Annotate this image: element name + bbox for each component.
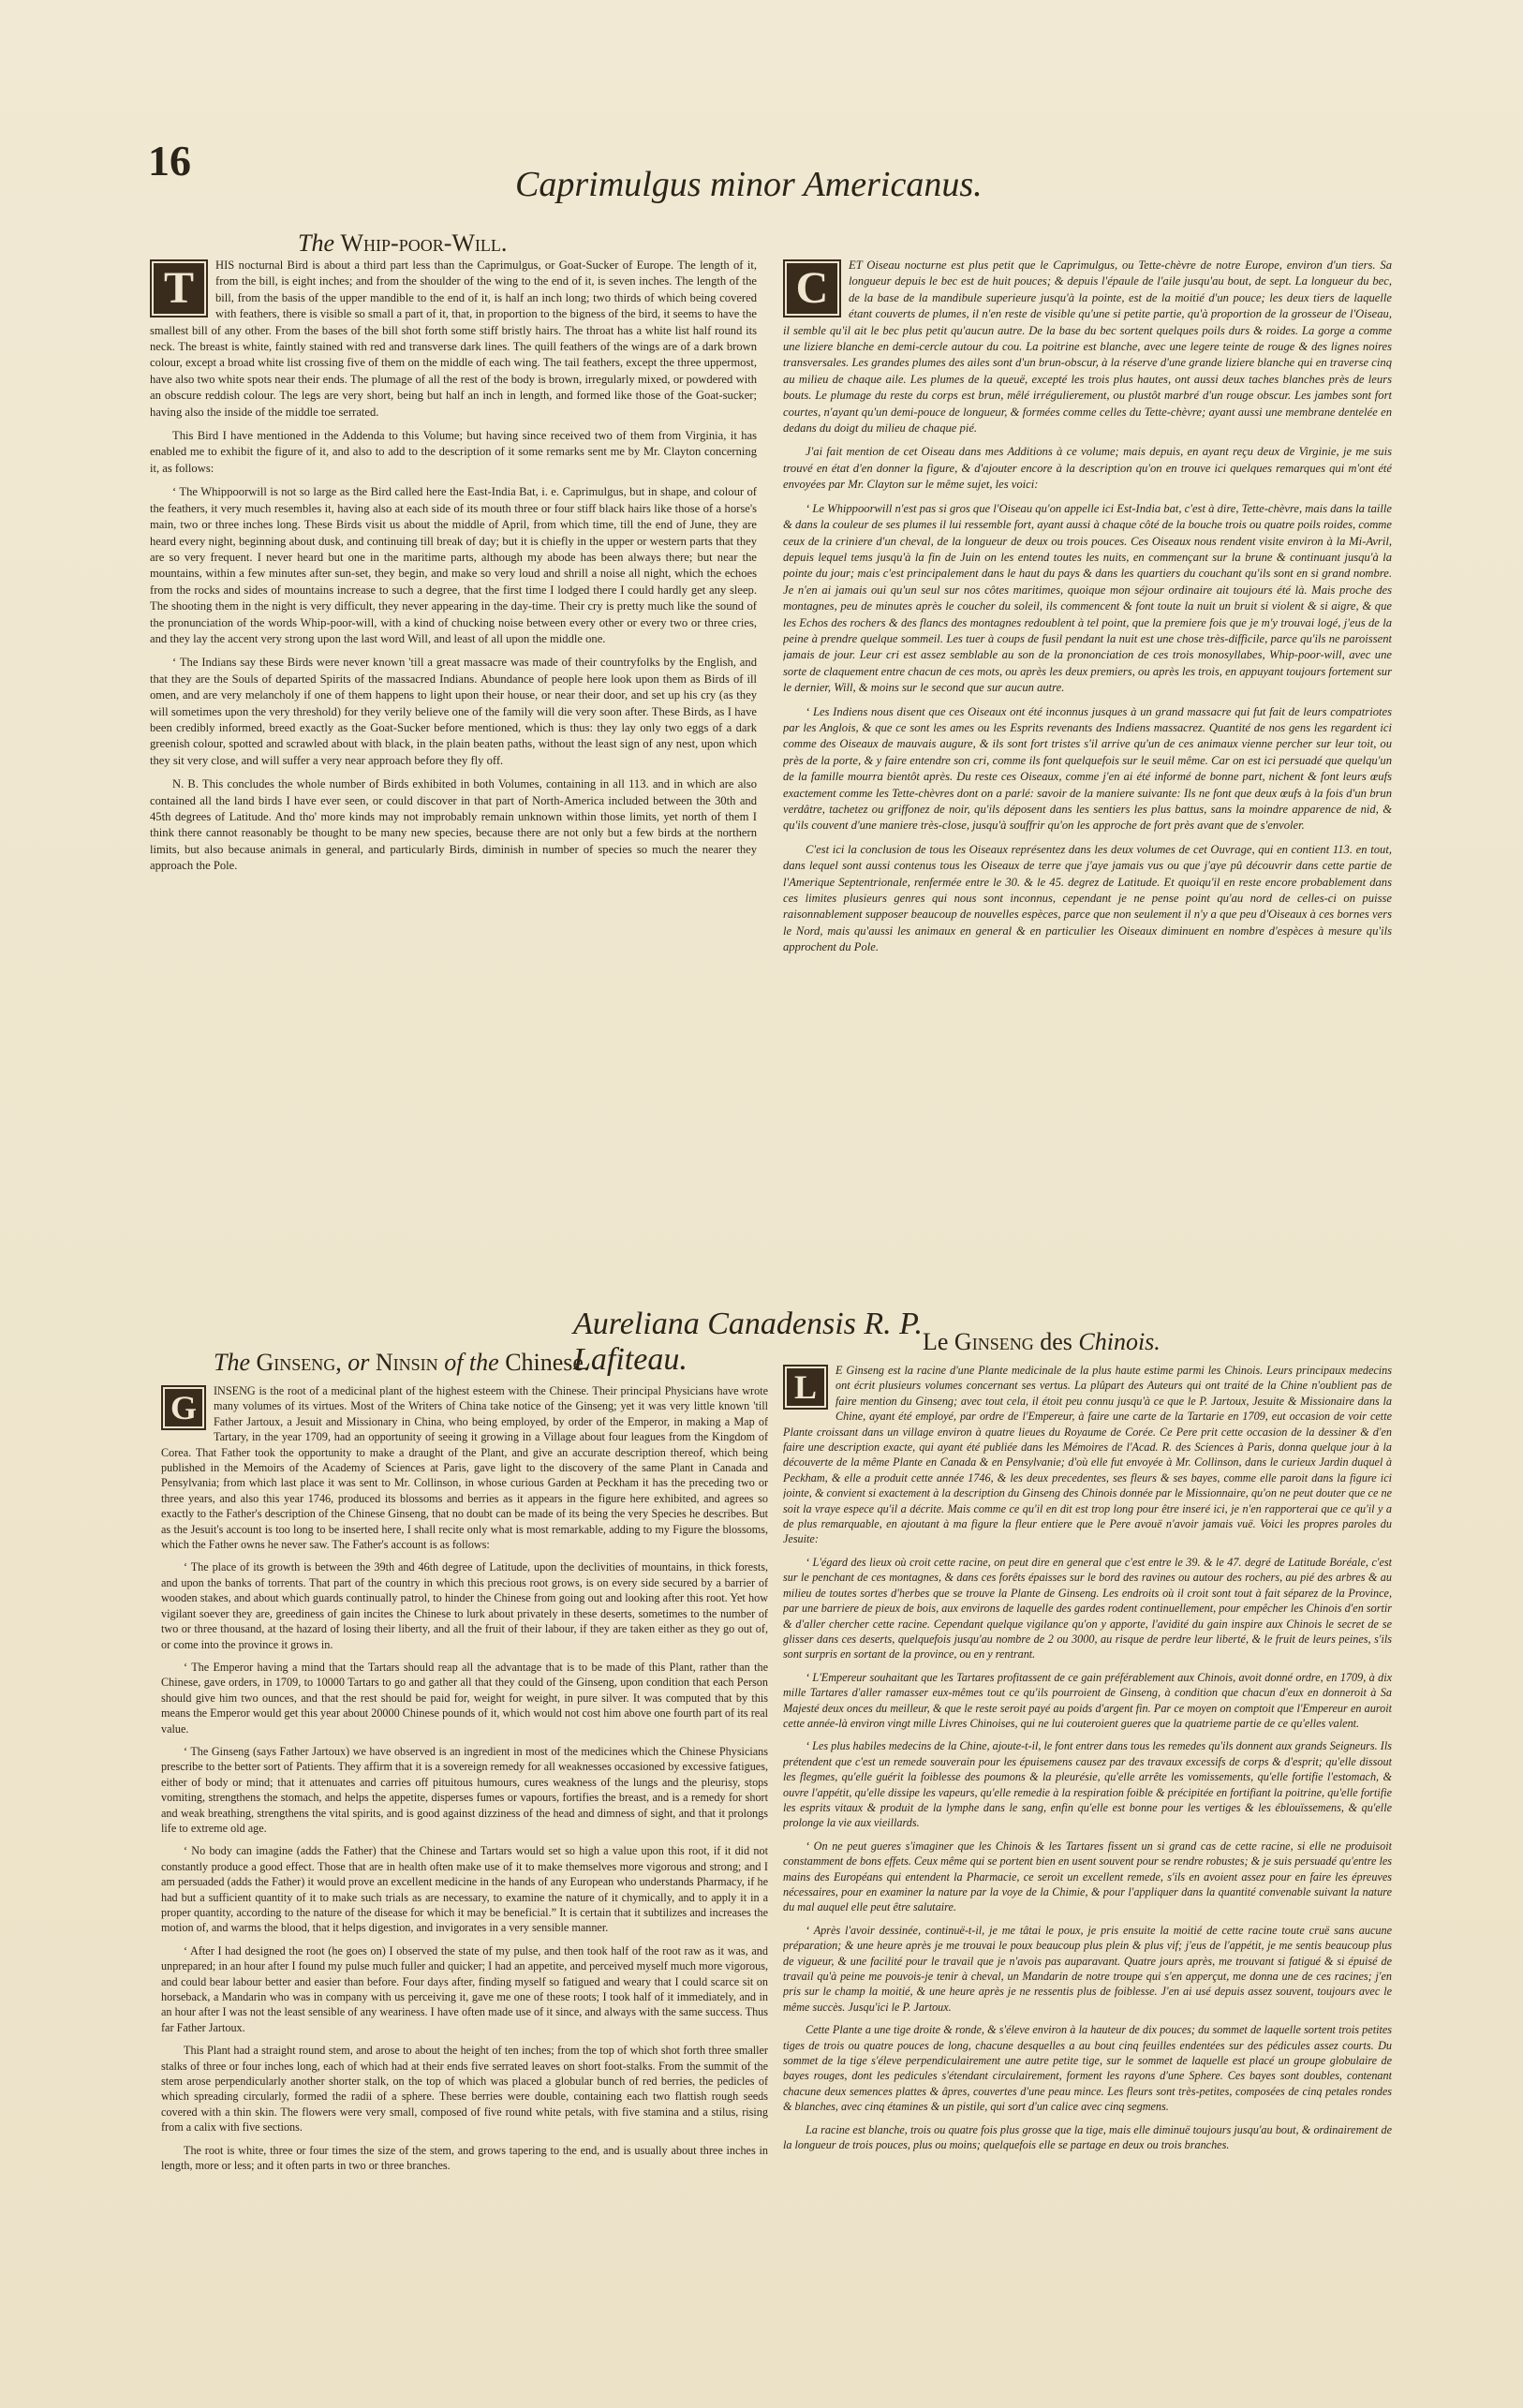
paragraph: J'ai fait mention de cet Oiseau dans mes Additions à ce volume; mais depuis, en ayant reçu deux de Virginie, je me suis trouvé en état d'en donner la figure, & d'ajouter encore à la description qu'on en trouve ici quelques remarques qui m'ont été envoyées par Mr. Clayton sur le même sujet, les voici:: [783, 445, 1392, 492]
paragraph-text: ET Oiseau nocturne est plus petit que le Caprimulgus, ou Tette-chèvre de notre Europe, environ d'un tiers. Sa longueur depuis le bec est de huit pouces; & depuis l'épaule de l'aile jusqu'au bout, de sept. La longueur du bec, de la base de la mandibule superieure jusqu'à la pointe, est de la moitié d'un pouce; les deux tiers de laquelle étant couverts de plumes, il n'en reste de visible qu'une si petite partie, qu'à proportion de la grosseur de l'Oiseau, il semble qu'il ait le bec plus petit qu'aucun autre. De la base du bec sortent quelques poils durs & roides. La gorge a comme une liziere blanche en demi-cercle autour du cou. La poitrine est blanche, avec une legere teinte de rouge & des lignes noires transversales. Les grandes plumes des ailes sont d'un brun-obscur, à la réserve d'une grande liziere blanche qui en traverse cinq au milieu de chaque aile. Les plumes de la queuë, excepté les trois plus hautes, ont aussi deux taches blanches près de leurs bouts. Le plumage du reste du corps est brun, mêlé irrégulierement, ou plustôt marbré d'un rouge obscur. Les jambes sont fort courtes, n'ayant qu'un demi-pouce de longueur, & formées comme celles du Tette-chèvre; ayant aussi une membrane dentelée en dedans du doigt du milieu de chaque pié.: [783, 259, 1392, 436]
paragraph-text: HIS nocturnal Bird is about a third part less than the Caprimulgus, or Goat-Sucker of Europe. The length of it, from the bill, is eight inches; and from the shoulder of the wing to the end of it, is seven inches. The length of the bill, from the basis of the upper mandible to the end of it, is half an inch long; two thirds of which being covered with feathers, there is visible so small a part of it, that, in proportion to the bigness of the bird, it seems to have the smallest bill of any other. From the bases of the bill shot forth some stiff bristly hairs. The throat has a white list half round its neck. The breast is white, faintly stained with red and transverse dark lines. The quill feathers of the wings are of a dark brown colour, except a broad white list crossing five of them on the middle of each wing. The tail feathers, except the three uppermost, have also two white spots near their ends. The plumage of all the rest of the body is brown, irregularly mixed, or powdered with an obscure reddish colour. The legs are very short, being but half an inch in length, and formed like those of the Goat-sucker; having also the inside of the middle toe serrated.: [150, 259, 757, 419]
paragraph-text: E Ginseng est la racine d'une Plante medicinale de la plus haute estime parmi les Chinois. Leurs principaux medecins ont écrit plusieurs volumes concernant ses vertus. La plûpart des Auteurs qui ont traité de la Chine n'oublient pas de faire mention du Ginseng; avec tout cela, il étoit peu connu jusqu'à ce que le P. Jartoux, Jesuite & Missionaire dans la Chine, ayant été employé, par ordre de l'Empereur, à faire une carte de la Tartarie en 1709, eut occasion de voir cette Plante croissant dans un village environ à quatre lieues du Royaume de Corée. Ce Pere prit cette occasion de la dessiner & d'en faire une description exacte, qui ayant été publiée dans les Mémoires de l'Acad. R. des Sciences à Paris, donna quelque jour à la découverte de la même Plante en Canada & en Pensylvanie; d'où elle fut envoyée à Mr. Collinson, dans le curieux Jardin duquel à Peckham, & elle a produit cette année 1746, & les deux precedentes, ses fleurs & ses bayes, comme elle paroit dans la figure ici jointe, & convient si exactement à la description du Ginseng des Chinois donnée par le Missionnaire, qu'on ne peut douter que ce ne soit la vraye espece qu'il a décrite. Mais comme ce qu'il en dit est trop long pour être inseré ici, je n'en rapporterai que ce qu'il y a de plus remarquable, en ajoutant à ma figure la fleur entiere que le Pere avouë n'avoir jamais vuë. Voici les propres paroles du Jesuite:: [783, 1364, 1392, 1546]
heading-word: Ginseng,: [256, 1349, 342, 1376]
paragraph-text: INSENG is the root of a medicinal plant of the highest esteem with the Chinese. Their principal Physicians have wrote many volumes of its virtues. Most of the Writers of China take notice of the Ginseng; yet it was very little known 'till Father Jartoux, a Jesuit and Missionary in China, who being employed, by order of the Emperor, in making a Map of Tartary, in the year 1709, had an opportunity of seeing it growing in a Village about four leagues from the Kingdom of Corea. That Father took the opportunity to make a draught of the Plant, and give an accurate description thereof, which being published in the Memoirs of the Academy of Sciences at Paris, gave light to the discovery of the same Plant in Canada and Pensylvania; from which last place it was sent to Mr. Collinson, in whose curious Garden at Peckham it has the preceding two or three years, and also this year 1746, produced its blossoms and berries as it appears in the figure here exhibited, and agrees so exactly to the Father's description of the Chinese Ginseng, that no doubt can be made of its being the very Species he describes. But as the Jesuit's account is too long to be inserted here, I shall recite only what is most remarkable, adding to my Figure the blossoms, which the Father owns he never saw. The Father's account is as follows:: [161, 1384, 768, 1552]
paragraph: This Plant had a straight round stem, and arose to about the height of ten inches; from the top of which shot forth three smaller stalks of three or four inches long, each of which had at their ends five serrated leaves on short foot-stalks. From the summit of the stem arose perpendicularly another shorter stalk, on the top of which was placed a globular bunch of red berries, the pedicles of which spreading circularly, formed the radii of a sphere. These berries were double, containing each two flattish rough seeds covered with a thin skin. The flowers were very small, composed of five round white petals, with five stamina and a stilus, rising from a calix with five sections.: [161, 2044, 768, 2135]
ginseng-heading-en: [214, 1349, 589, 1377]
heading-word: Whip-poor-Will.: [340, 229, 508, 257]
paragraph: ‘ No body can imagine (adds the Father) that the Chinese and Tartars would set so high a value upon this root, if it did not constantly produce a good effect. Those that are in health often make use of it to make themselves more vigorous and strong; and I am persuaded (adds the Father) it would prove an excellent medicine in the hands of any European who understands Pharmacy, if he had but a sufficient quantity of it to make such trials as are necessary, to examine the nature of it chymically, and to apply it in a proper quantity, according to the nature of the disease for which it may be beneficial.” It is certain that it subtilizes and increases the motion of, and warms the blood, that it helps digestion, and invigorates in a very sensible manner.: [161, 1844, 768, 1935]
heading-word: Chinois.: [1078, 1328, 1161, 1355]
section-title: Aureliana Canadensis R. P. Lafiteau.: [573, 1307, 924, 1377]
paragraph: ‘ The Whippoorwill is not so large as the Bird called here the East-India Bat, i. e. Caprimulgus, but in shape, and colour of the feathers, it very much resembles it, having also at each side of its mouth three or four stiff black hairs like those of a horse's main, two or three inches long. These Birds visit us about the middle of April, from which time, till the end of June, they are heard every night, beginning about dusk, and continuing till break of day; but it is chiefly in the upper or western parts that they are so very frequent. I never heard but one in the maritime parts, although my abode has been always there; but near the mountains, within a few minutes after sun-set, they begin, and make so very loud and shrill a noise all night, which the echoes from the rocks and sides of mountains increase to such a degree, that the first time I lodged there I could hardly get any sleep. The shooting them in the night is very difficult, they never appearing in the day-time. Their cry is pretty much like the sound of the pronunciation of the words Whip-poor-will, with a kind of chucking noise between every other or every two or three cries, and they lay the accent very strong upon the last word Will, and least of all upon the middle one.: [150, 485, 757, 645]
heading-word: Le: [923, 1328, 949, 1355]
paragraph: ‘ The place of its growth is between the 39th and 46th degree of Latitude, upon the declivities of mountains, in thick forests, and upon the banks of torrents. That part of the country in which this precious root grows, is on every side secured by a barrier of wooden stakes, and about which guards continually patrol, to hinder the Chinese from going out and looking after this root. Yet how vigilant soever they are, greediness of gain incites the Chinese to lurk about privately in these deserts, sometimes to the number of two or three thousand, at the hazard of losing their liberty, and all the fruit of their labour, if they are taken either as they go out of, or come into the province it grows in.: [161, 1560, 768, 1651]
paragraph: ‘ After I had designed the root (he goes on) I observed the state of my pulse, and then took half of the root raw as it was, and unprepared; in an hour after I found my pulse much fuller and quicker; I had an appetite, and perceived myself much more vigorous, and could bear labour better and easier than before. Four days after, finding myself so fatigued and weary that I could scarce sit on horseback, a Mandarin who was in company with us perceiving it, gave me one of these roots; I took half of it immediately, and in an hour after I was not the least sensible of any weariness. I have often made use of it since, and always with the same success. Thus far Father Jartoux.: [161, 1943, 768, 2034]
paragraph: ‘ The Indians say these Birds were never known 'till a great massacre was made of their countryfolks by the English, and that they are the Souls of departed Spirits of the massacred Indians. Abundance of people here look upon them as Birds of ill omen, and are very melancholy if one of them happens to light upon their house, or near their door, and set up his cry (as they will sometimes upon the very threshold) for they verily believe one of the family will die very soon after. These Birds, as I have been credibly informed, breed exactly as the Goat-Sucker before mentioned, which is thus: they lay only two eggs of a dark greenish colour, spotted and scrawled about with black, in the plain beaten paths, without the least sign of any nest, upon which they sit very close, and will suffer a very near approach before they fly off.: [150, 656, 757, 767]
heading-word: Ninsin: [375, 1349, 438, 1376]
paragraph: ‘ L'égard des lieux où croit cette racine, on peut dire en general que c'est entre le 39. & le 47. degré de Latitude Boréale, c'est sur le penchant de ces montagnes, & dans ces forêts épaisses sur le bord des ravines ou autour des rochers, au pié des arbres & au milieu de toutes sortes d'herbes que se trouve la Plante de Ginseng. Les endroits où il croit sont tout à fait séparez de la Province, par une barriere de pieux de bois, aux environs de laquelle des gardes rodent continuellement, pour empêcher les Chinois d'en sortir & d'aller chercher cette racine. Cependant quelque vigilance qu'on y apporte, l'avidité du gain inspire aux Chinois le secret de se glisser dans ces deserts, quelquefois jusqu'au nombre de 2 ou 3000, au risque de perdre leur liberté, & le fruit de leurs peines, s'ils sont surpris en sortant de la province, ou en y rentrant.: [783, 1555, 1392, 1662]
ginseng-heading-fr: [923, 1328, 1161, 1356]
heading-word: or: [347, 1349, 370, 1376]
drop-cap: G: [161, 1385, 206, 1430]
whip-english-column: [150, 258, 757, 1293]
drop-cap: C: [783, 259, 841, 318]
paragraph: ‘ Les Indiens nous disent que ces Oiseaux ont été inconnus jusques à un grand massacre qui fut fait de leurs compatriotes par les Anglois, & que ce sont les ames ou les Esprits revenants des Indiens massacrez. Quantité de nos gens les regardent ici comme des Oiseaux de mauvais augure, & ils sont fort tristes s'il arrive qu'un de ces animaux vienne percher sur leur toit, ou près de la porte, & y faire entendre son cri, comme ils font quelquefois sur le seuil même. Car on est ici persuadé que quelqu'un de la famille mourra bientôt après. Du reste ces Oiseaux, comme j'en ai été informé de bonne part, nichent & font leurs œufs exactement comme les Tette-chèvres dont on a parlé: savoir de la maniere suivante: Ils ne font que deux œufs à la fois d'un brun verdâtre, tachetez ou griffonez de noir, qu'ils déposent dans les sentiers les plus battus, sans la moindre apparence de nid, & qu'ils couvent d'une maniere très-close, jusqu'à souffrir qu'on les approche de fort près avant que de s'envoler.: [783, 704, 1392, 833]
heading-word: des: [1040, 1328, 1072, 1355]
paragraph: Cette Plante a une tige droite & ronde, & s'éleve environ à la hauteur de dix pouces; du sommet de laquelle sortent trois petites tiges de trois ou quatre pouces de long, chacune desquelles a au bout cinq feuilles endentées sur des pédicules assez courts. Du sommet de la tige s'éleve perpendiculairement une autre petite tige, sur le sommet de laquelle est placé un groupe globulaire de bayes rouges, dont les pedicules s'étendant circulairement, forment les rayons d'une Sphere. Ces bayes sont doubles, contenant chacune deux semences plattes & âpres, couvertes d'une peau mince. Les fleurs sont très-petites, composées de cinq petales rondes & blanches, avec cinq étamines & un pistile, qui sort d'un calice avec cinq segmens.: [783, 2023, 1392, 2114]
paragraph: ‘ On ne peut gueres s'imaginer que les Chinois & les Tartares fissent un si grand cas de cette racine, si elle ne produisoit constamment de bons effets. Ceux même qui se portent bien en usent souvent pour se rendre robustes; & je suis persuadé qu'entre les mains des Européans qui entendent la Pharmacie, ce seroit un excellent remede, s'ils en avoient assez pour en faire les épreuves nécessaires, pour en examiner la nature par la voye de la Chimie, & pour l'appliquer dans la quantité convenable suivant la nature du mal auquel elle peut être salutaire.: [783, 1839, 1392, 1914]
paragraph: ‘ The Ginseng (says Father Jartoux) we have observed is an ingredient in most of the medicines which the Chinese Physicians prescribe to the better sort of Patients. They affirm that it is a sovereign remedy for all weaknesses occasioned by excessive fatigues, either of body or mind; that it attenuates and carries off pituitous humours, cures weakness of the lungs and the pleurisy, stops vomiting, strengthens the stomach, and helps the appetite, disperses fumes or vapours, fortifies the breast, and is a remedy for short and weak breathing, strengthens the vital spirits, and is good against dizziness of the head and dimness of sight, and that it prolongs life to extreme old age.: [161, 1744, 768, 1835]
heading-word: Chinese.: [505, 1349, 590, 1376]
whip-french-column: [783, 258, 1392, 1297]
paragraph: ‘ Après l'avoir dessinée, continuë-t-il, je me tâtai le poux, je pris ensuite la moitié de cette racine toute cruë sans aucune préparation; & une heure après je me trouvai le poux beaucoup plus plein & plus vif; j'eus de l'appétit, je me sentis beaucoup plus de vigueur, & une facilité pour le travail que je n'avois pas auparavant. Quatre jours après, me trouvant si fatigué & si épuisé de travail qu'à peine me pouvois-je tenir à cheval, un Mandarin de notre troupe qui s'en apperçut, me donna une de ces racines; j'en pris sur le champ la moitié, & une heure après je ne ressentis plus de foiblesse. J'en ai usé depuis assez souvent, toujours avec le même succès. Jusqu'ici le P. Jartoux.: [783, 1923, 1392, 2014]
ginseng-french-column: [783, 1363, 1392, 2299]
drop-cap: T: [150, 259, 208, 318]
heading-word: of the: [444, 1349, 499, 1376]
paragraph: ‘ The Emperor having a mind that the Tartars should reap all the advantage that is to be made of this Plant, rather than the Chinese, gave orders, in 1709, to 10000 Tartars to go and gather all that they could of the Ginseng, upon condition that each Person should give him two ounces, and that the rest should be paid for, weight for weight, in pure silver. It was computed that by this means the Emperor would get this year about 20000 Chinese pounds of it, which would not cost him above one fourth part of its real value.: [161, 1660, 768, 1736]
paragraph: ‘ Les plus habiles medecins de la Chine, ajoute-t-il, le font entrer dans tous les remedes qu'ils donnent aux grands Seigneurs. Ils prétendent que c'est un remede souverain pour les épuisemens causez par des travaux excessifs de corps & d'esprit; qu'elle dissout les flegmes, qu'elle guérit la foiblesse des poumons & la pleurésie, qu'elle arrête les vomissements, qu'elle fortifie l'estomach, & ouvre l'appétit, qu'elle dissipe les vapeurs, qu'elle remedie à la respiration foible & précipitée en fortifiant la poitrine, qu'elle fortifie les esprits vitaux & produit de la lymphe dans le sang, enfin qu'elle est bonne pour les vertiges & les éblouïssemens, & qu'elle prolonge la vie aux vieillards.: [783, 1739, 1392, 1830]
paragraph: C'est ici la conclusion de tous les Oiseaux représentez dans les deux volumes de cet Ouvrage, qui en contient 113. en tout, dans lequel sont aussi contenus tous les Oiseaux de terre que j'aye jamais vus ou que j'aye pû découvrir dans cette partie de l'Amerique Septentrionale, renfermée entre le 30. & le 45. degrez de Latitude. Et quoiqu'il en reste encore probablement dans ces limites plusieurs genres qui nous sont inconnus, cependant je ne pense point qu'au nord de celles-ci on puisse raisonnablement supposer beaucoup de nouvelles espèces, parce que non seulement il n'y a que peu d'Oiseaux à ces bornes vers le Nord, mais qu'aussi les animaux en general & en particulier les Oiseaux diminuent en nombre d'espèces à mesure qu'ils approchent du Pole.: [783, 842, 1392, 954]
paragraph: ‘ Le Whippoorwill n'est pas si gros que l'Oiseau qu'on appelle ici Est-India bat, c'est à dire, Tette-chèvre, mais dans la taille & dans la couleur de ses plumes il lui ressemble fort, ayant aussi à chaque côté de la bouche trois ou quatre poils roides, comme ceux de la criniere d'un cheval, de la longueur de deux ou trois pouces. Ces Oiseaux nous rendent visite environ à la Mi-Avril, depuis lequel tems jusqu'à la fin de Juin on les entend toutes les nuits, en commençant sur la brune & continuant jusqu'à la pointe du jour; mais c'est principalement dans le haut du pays & dans les quartiers du couchant qu'ils sont en si grand nombre. Je n'en ai jamais oui qu'un seul sur nos côtes maritimes, quoique mon séjour ordinaire ait toujours été là. Mais proche des montagnes, peu de minutes après le coucher du soleil, ils commencent & font toute la nuit un bruit si violent & si aigre, & que les Echos des rochers & des flancs des montagnes redoublent à tel point, que la premiere fois que je m'y trouvai logé, j'eus de la peine à prendre quelque sommeil. Les tuer à coups de fusil pendant la nuit est une chose très-difficile, parce qu'ils ne paroissent jamais de jour. Leur cri est assez semblable au son de la prononciation de ces trois monosyllabes, Whip-poor-will, avec une sorte de claquement entre chacun de ces mots, ou après les deux premiers, ou après les trois, en appuyant toujours fortement sur le dernier, Will, & moins sur le second que sur aucun autre.: [783, 501, 1392, 695]
ginseng-english-column: [161, 1383, 768, 2320]
heading-word: The: [214, 1349, 250, 1376]
paragraph: ‘ L'Empereur souhaitant que les Tartares profitassent de ce gain préférablement aux Chinois, avoit donné ordre, en 1709, à dix mille Tartares d'aller ramasser eux-mêmes tout ce qu'ils pourroient de Ginseng, à condition que chacun d'eux en donneroit à Sa Majesté deux onces du meilleur, & que le reste seroit payé au poids d'argent fin. Par ce moyen on comptoit que l'Empereur en auroit cette année-là environ vingt mille Livres Chinoises, qui ne lui couteroient gueres que la quatrieme partie de ce qu'elles valent.: [783, 1670, 1392, 1730]
paragraph: The root is white, three or four times the size of the stem, and grows tapering to the end, and is usually about three inches in length, more or less; and it often parts in two or three branches.: [161, 2143, 768, 2173]
page-number: 16: [148, 137, 191, 185]
paragraph: La racine est blanche, trois ou quatre fois plus grosse que la tige, mais elle diminuë toujours jusqu'au bout, & ordinairement de la longueur de trois pouces, plus ou moins; quelquefois elle se partage en deux ou trois branches.: [783, 2122, 1392, 2152]
paragraph: [783, 258, 1392, 436]
paragraph: N. B. This concludes the whole number of Birds exhibited in both Volumes, containing in all 113. and in which are also contained all the land birds I have ever seen, or could discover in that part of North-America included between the 30th and 45th degrees of Latitude. And tho' more kinds may not improbably remain unknown within those limits, yet north of them I think there cannot reasonably be thought to be many new species, because there are not only but a few birds at the northern limits, but also because animals in general, and particularly Birds, diminish in number of species so much the nearer they approach the Pole.: [150, 777, 757, 873]
heading-word: The: [298, 229, 334, 257]
whip-heading-en: [298, 229, 507, 258]
paragraph: [150, 258, 757, 421]
page-title: Caprimulgus minor Americanus.: [515, 165, 983, 204]
paragraph: [161, 1383, 768, 1552]
paragraph: This Bird I have mentioned in the Addenda to this Volume; but having since received two of them from Virginia, it has enabled me to exhibit the figure of it, and also to add to the description of it some remarks sent me by Mr. Clayton concerning it, as follows:: [150, 429, 757, 475]
heading-word: Ginseng: [954, 1328, 1034, 1355]
paragraph: [783, 1363, 1392, 1547]
drop-cap: L: [783, 1365, 828, 1410]
